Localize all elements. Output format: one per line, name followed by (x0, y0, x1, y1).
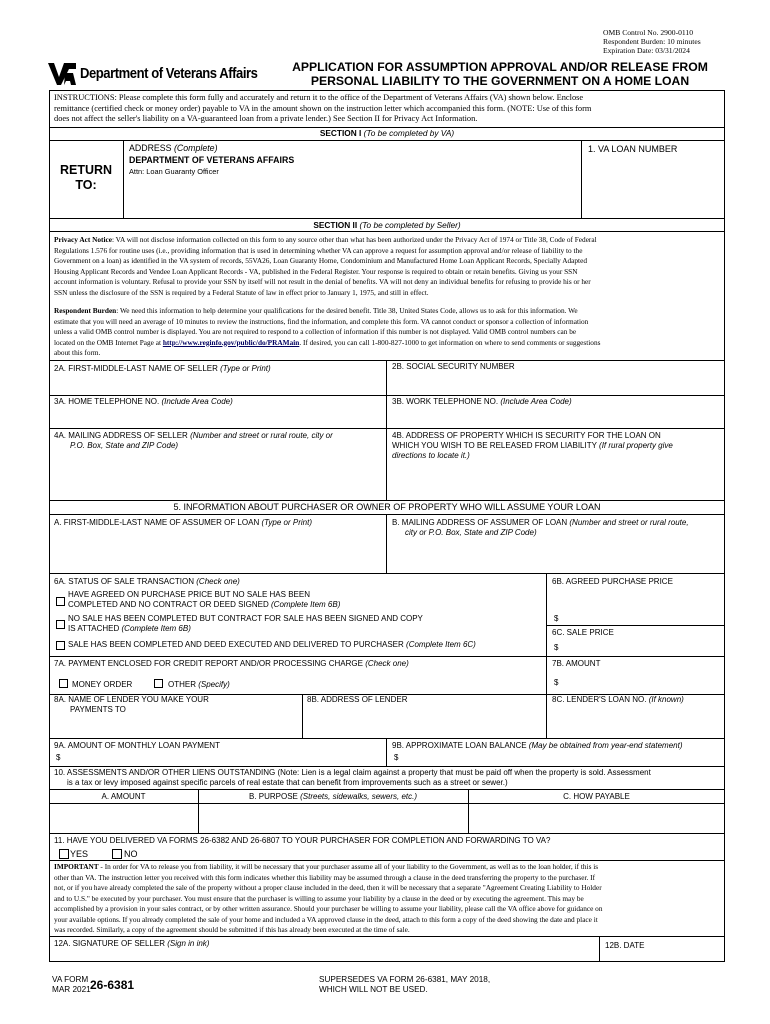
amount-field[interactable] (562, 674, 722, 692)
seller-address-field[interactable] (50, 452, 385, 500)
assessment-amount-field[interactable] (50, 804, 197, 832)
section-5-heading: 5. INFORMATION ABOUT PURCHASER OR OWNER OF PROPERTY WHO WILL ASSUME YOUR LOAN (173, 502, 601, 512)
agreed-price-label: 6B. AGREED PURCHASE PRICE (552, 577, 673, 586)
forms-delivered-label: 11. HAVE YOU DELIVERED VA FORMS 26-6382 AND 26-6807 TO YOUR PURCHASER FOR COMPLETION AND FORWARDING TO VA? (54, 836, 551, 845)
option-agreed-price-label: HAVE AGREED ON PURCHASE PRICE BUT NO SALE HAS BEEN COMPLETED AND NO CONTRACT OR DEED SIGNED (Complete Item 6B) (68, 590, 341, 609)
address-label: ADDRESS (Complete) (129, 143, 218, 153)
seller-address-label: 4A. MAILING ADDRESS OF SELLER (Number and street or rural route, city or P.O. Box, State and ZIP Code) (54, 431, 333, 450)
other-payment-checkbox[interactable] (154, 679, 163, 688)
lender-loan-number-label: 8C. LENDER'S LOAN NO. (If known) (552, 695, 684, 704)
work-phone-field[interactable] (387, 408, 724, 428)
assumer-address-field[interactable] (387, 542, 724, 572)
omb-burden: Respondent Burden: 10 minutes (603, 37, 701, 46)
privacy-act-notice: Privacy Act Notice: VA will not disclose information collected on this form to any source other than what has been authorized under the Privacy Act of 1974 or Title 38, Code of Federal Regulations 1.576 for routine uses (i.e., providing information that is used in determining whether VA can approve a request for assumption approval and/or release of liability to the Government on a loan) as identified in the VA system of records, 55VA26, Loan Guaranty Home, Condominium and Manufactured Home Loan Applicant Records, Specially Adapted Housing Applicant Records and Vendee Loan Applicant Records - VA, published in the Federal Register. Your response is required to obtain or retain benefits. Giving us your SSN account information is voluntary. Refusal to provide your SSN by itself will not result in the denial of benefits. VA will not deny an individual benefits for refusing to provide his or her SSN unless the disclosure of the SSN is required by a Federal Statute of law in effect prior to January 1, 1975, and still in effect. (54, 235, 597, 297)
footer-supersedes: SUPERSEDES VA FORM 26-6381, MAY 2018, WHICH WILL NOT BE USED. (319, 975, 491, 994)
option-contract-signed-checkbox[interactable] (56, 620, 65, 629)
yes-label: YES (70, 849, 89, 859)
instructions-line-3: does not affect the seller's liability on a VA-guaranteed loan from a private lender.) See Section II for Privacy Act Information. (54, 114, 478, 124)
assumer-address-label: B. MAILING ADDRESS OF ASSUMER OF LOAN (Number and street or rural route, city or P.O. Box, State and ZIP Code) (392, 518, 689, 537)
payment-enclosed-label: 7A. PAYMENT ENCLOSED FOR CREDIT REPORT AND/OR PROCESSING CHARGE (Check one) (54, 659, 409, 668)
attn-line: Attn: Loan Guaranty Officer (129, 167, 219, 176)
assumer-name-field[interactable] (50, 530, 385, 572)
omb-link[interactable]: http://www.reginfo.gov/public/do/PRAMain (162, 337, 300, 347)
option-sale-completed-checkbox[interactable] (56, 641, 65, 650)
money-order-label: MONEY ORDER (72, 680, 133, 689)
home-phone-field[interactable] (50, 408, 385, 428)
agency-name: Department of Veterans Affairs (80, 66, 258, 82)
seller-signature-label: 12A. SIGNATURE OF SELLER (Sign in ink) (54, 939, 210, 948)
date-label: 12B. DATE (605, 941, 645, 950)
agreed-price-field[interactable] (562, 608, 722, 624)
assessment-purpose-header: B. PURPOSE (Streets, sidewalks, sewers, etc.) (248, 792, 418, 801)
sale-price-label: 6C. SALE PRICE (552, 628, 614, 637)
loan-balance-label: 9B. APPROXIMATE LOAN BALANCE (May be obtained from year-end statement) (392, 741, 683, 750)
lender-name-label: 8A. NAME OF LENDER YOU MAKE YOUR PAYMENTS TO (54, 695, 209, 714)
yes-checkbox[interactable] (59, 849, 69, 859)
section-1-heading: SECTION I (To be completed by VA) (319, 128, 455, 138)
monthly-payment-label: 9A. AMOUNT OF MONTHLY LOAN PAYMENT (54, 741, 220, 750)
no-label: NO (124, 849, 138, 859)
respondent-burden: Respondent Burden: We need this information to help determine your qualifications for the desired benefit. Title 38, United States Code, allows us to ask for this information. We estimate that you will need an average of 10 minutes to review the instructions, find the information, and complete this form. VA cannot conduct or sponsor a collection of information unless a valid OMB control number is displayed. You are not required to respond to a collection of information if this number is not displayed. Valid OMB control numbers can be located on the OMB Internet Page at http://www.reginfo.gov/public/do/PRAMain. If desired, you can call 1-800-827-1000 to get information on where to send comments or suggestions about this form. (54, 306, 601, 357)
monthly-payment-field[interactable] (64, 750, 382, 765)
assumer-name-label: A. FIRST-MIDDLE-LAST NAME OF ASSUMER OF LOAN (Type or Print) (54, 518, 312, 527)
seller-signature-field[interactable] (50, 950, 598, 961)
assessment-amount-header: A. AMOUNT (101, 792, 146, 801)
ssn-label: 2B. SOCIAL SECURITY NUMBER (392, 362, 515, 371)
assessment-payable-field[interactable] (469, 804, 724, 832)
amount-dollar: $ (554, 678, 559, 687)
sale-price-dollar: $ (554, 643, 559, 652)
omb-info (603, 28, 701, 55)
lender-name-field[interactable] (50, 716, 301, 737)
va-loan-number-label: 1. VA LOAN NUMBER (588, 144, 678, 154)
property-address-label: 4B. ADDRESS OF PROPERTY WHICH IS SECURITY FOR THE LOAN ON WHICH YOU WISH TO BE RELEASED FROM LIABILITY (If rural property give directions to locate it.) (392, 431, 673, 460)
omb-control: OMB Control No. 2900-0110 (603, 28, 694, 37)
seller-name-field[interactable] (50, 375, 385, 395)
return-to-label: RETURN TO: (59, 163, 113, 192)
sale-status-label: 6A. STATUS OF SALE TRANSACTION (Check one) (54, 577, 240, 586)
form-title (270, 61, 730, 88)
footer-form-label: VA FORM MAR 2021 (52, 975, 91, 994)
section-2-heading: SECTION II (To be completed by Seller) (313, 220, 461, 230)
title-line-2: PERSONAL LIABILITY TO THE GOVERNMENT ON A HOME LOAN (310, 73, 690, 88)
home-phone-label: 3A. HOME TELEPHONE NO. (Include Area Code) (54, 397, 233, 406)
no-checkbox[interactable] (112, 849, 122, 859)
loan-balance-dollar: $ (394, 753, 399, 762)
option-sale-completed-label: SALE HAS BEEN COMPLETED AND DEED EXECUTED AND DELIVERED TO PURCHASER (Complete Item 6C) (68, 640, 476, 649)
va-seal-icon (47, 61, 77, 87)
monthly-payment-dollar: $ (56, 753, 61, 762)
agreed-price-dollar: $ (554, 614, 559, 623)
seller-name-label: 2A. FIRST-MIDDLE-LAST NAME OF SELLER (Type or Print) (54, 364, 271, 373)
assessment-payable-header: C. HOW PAYABLE (563, 792, 630, 801)
other-payment-label: OTHER (Specify) (168, 680, 230, 689)
ssn-field[interactable] (387, 373, 724, 395)
date-field[interactable] (600, 950, 724, 961)
important-notice: IMPORTANT - In order for VA to release you from liability, it will be necessary that your purchaser assume all of your liability to the Government, as well as to the loan holder, if this is other than VA. The instruction letter you received with this form indicates whether this liability may be assumed through a clause in the deed transferring the property to the purchaser. If not, or if you have already completed the sale of the property without a proper clause included in the deed, then it will be necessary that a separate "Agreement Creating Liability to Holder and to U.S." be executed by your purchaser. You must ensure that the purchaser is willing to assume your liability by a clause in the deed or by executing the agreement. This may be accomplished by a provision in your sales contract, or by other written assurance. Should your purchaser be willing to assume your liability, please call the VA office above for guidance on your available options. If you already completed the sale of your home and included a VA approved clause in the deed, attach to this form a copy of the deed showing the date and place it was recorded. Similarly, a copy of the agreement should be submitted if this has already been executed at the time of sale. (54, 862, 603, 934)
property-address-field[interactable] (387, 464, 724, 500)
va-logo (47, 60, 267, 88)
amount-label: 7B. AMOUNT (552, 659, 601, 668)
footer-form-number: 26-6381 (90, 978, 135, 992)
lender-loan-number-field[interactable] (547, 706, 724, 737)
money-order-checkbox[interactable] (59, 679, 68, 688)
assessment-purpose-field[interactable] (199, 804, 467, 832)
title-line-1: APPLICATION FOR ASSUMPTION APPROVAL AND/OR RELEASE FROM (292, 60, 708, 74)
va-loan-number-field[interactable] (582, 156, 724, 216)
sale-price-field[interactable] (562, 639, 722, 655)
assessments-label: 10. ASSESSMENTS AND/OR OTHER LIENS OUTSTANDING (Note: Lien is a legal claim against a property that must be paid off when the property is sold. Assessment is a tax or levy imposed against specific parcels of real estate that can benefit from improvements such as a street or sewer.) (54, 768, 651, 787)
lender-address-label: 8B. ADDRESS OF LENDER (307, 695, 408, 704)
omb-expiration: Expiration Date: 03/31/2024 (603, 46, 690, 55)
dept-name: DEPARTMENT OF VETERANS AFFAIRS (129, 155, 295, 165)
loan-balance-field[interactable] (402, 750, 722, 765)
option-contract-signed-label: NO SALE HAS BEEN COMPLETED BUT CONTRACT FOR SALE HAS BEEN SIGNED AND COPY IS ATTACHED (Complete Item 6B) (68, 614, 423, 633)
option-agreed-price-checkbox[interactable] (56, 597, 65, 606)
instructions (54, 93, 591, 125)
work-phone-label: 3B. WORK TELEPHONE NO. (Include Area Code) (392, 397, 572, 406)
instructions-line-1: INSTRUCTIONS: Please complete this form fully and accurately and return it to the office of the Department of Veterans Affairs (VA) shown below. Enclose (54, 93, 584, 102)
instructions-line-2: remittance (certified check or money order) payable to VA in the amount shown on the instruction letter which accompanied this form. (NOTE: Use of this form (54, 103, 592, 113)
lender-address-field[interactable] (303, 706, 545, 737)
